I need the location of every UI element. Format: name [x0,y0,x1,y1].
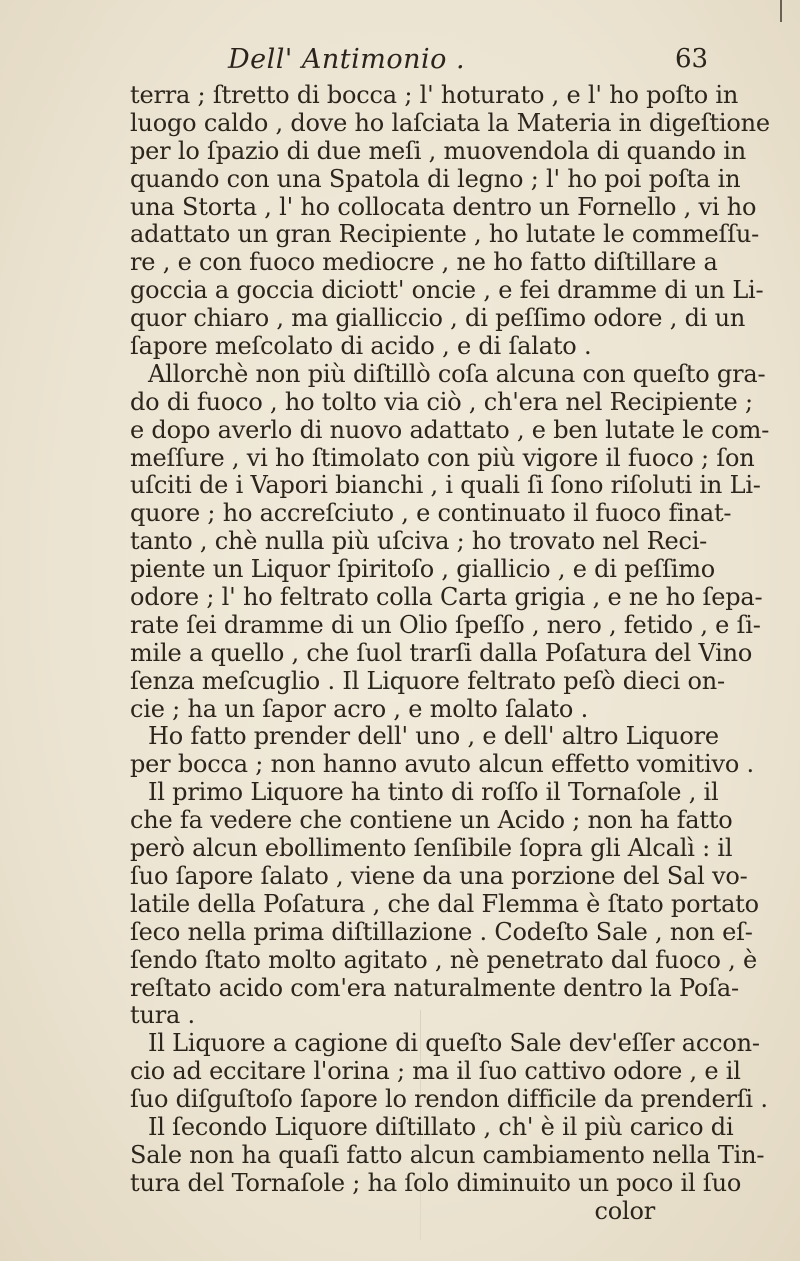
page-header [0,44,800,84]
corner-mark [780,0,782,22]
text-line: tanto , chè nulla più uſciva ; ho trovato nel Reci- [130,527,708,556]
text-line: goccia a goccia diciott' oncie , e fei dramme di un Li- [130,276,764,305]
text-line: piente un Liquor ſpiritoſo , giallicio , e di peſſimo [130,555,716,584]
text-line: una Storta , l' ho collocata dentro un Fornello , vi ho [130,192,757,221]
text-line: Il primo Liquore ha tinto di roſſo il Tornaſole , il [148,778,719,807]
text-line: Il Liquore a cagione di queſto Sale dev'eſſer accon- [148,1029,760,1058]
text-line: cio ad eccitare l'orina ; ma il ſuo cattivo odore , e il [130,1057,741,1086]
text-line: però alcun ebollimento ſenſibile ſopra gli Alcalì : il [130,834,733,863]
text-line: adattato un gran Recipiente , ho lutate le commeſſu- [130,220,760,249]
text-line: rate ſei dramme di un Olio ſpeſſo , nero , fetido , e ſi- [130,610,761,639]
text-line: luogo caldo , dove ho laſciata la Materia in digeſtione [130,108,770,137]
text-line: ſuo diſguſtoſo ſapore lo rendon difficile da prenderſi . [130,1085,768,1114]
text-line: reſtato acido com'era naturalmente dentro la Poſa- [130,973,739,1002]
page-number: 63 [675,44,709,74]
text-line: mile a quello , che ſuol trarſi dalla Poſatura del Vino [130,638,753,667]
text-line: tura del Tornaſole ; ha ſolo diminuito un poco il ſuo [130,1168,742,1197]
text-line: Il ſecondo Liquore diſtillato , ch' è il più carico di [148,1112,734,1141]
text-line: quore ; ho accreſciuto , e continuato il fuoco finat- [130,499,732,528]
text-line: ſapore meſcolato di acido , e di ſalato . [130,332,592,361]
text-line: tura . [130,1001,195,1030]
text-line: quando con una Spatola di legno ; l' ho poi poſta in [130,164,741,193]
text-line: re , e con fuoco mediocre , ne ho fatto diſtillare a [130,248,718,277]
text-line: meſſure , vi ho ſtimolato con più vigore il fuoco ; ſon [130,443,755,472]
text-line: odore ; l' ho feltrato colla Carta grigia , e ne ho ſepa- [130,583,763,612]
text-line: ſenza meſcuglio . Il Liquore feltrato peſò dieci on- [130,666,725,695]
text-line: latile della Poſatura , che dal Flemma è ſtato portato [130,889,759,918]
text-line: do di fuoco , ho tolto via ciò , ch'era nel Recipiente ; [130,387,753,416]
text-line: ſendo ſtato molto agitato , nè penetrato dal fuoco , è [130,945,758,974]
text-line: e dopo averlo di nuovo adattato , e ben lutate le com- [130,415,770,444]
catchword: color [594,1196,655,1225]
running-head: Dell' Antimonio . [228,44,466,75]
text-line: uſciti de i Vapori bianchi , i quali ſi ſono riſoluti in Li- [130,471,761,500]
text-line: che fa vedere che contiene un Acido ; non ha fatto [130,806,733,835]
body-text [110,81,770,1226]
text-line: per lo ſpazio di due meſi , muovendola di quando in [130,136,747,165]
text-line: terra ; ſtretto di bocca ; l' hoturato , e l' ho poſto in [130,81,739,109]
text-line: ſuo ſapore ſalato , viene da una porzione del Sal vo- [130,861,748,890]
text-line: ſeco nella prima diſtillazione . Codeſto Sale , non eſ- [130,917,753,946]
text-line: per bocca ; non hanno avuto alcun effetto vomitivo . [130,750,754,779]
text-line: Allorchè non più diſtillò coſa alcuna con queſto gra- [148,359,766,388]
text-line: cie ; ha un ſapor acro , e molto ſalato . [130,694,589,723]
text-line: Ho fatto prender dell' uno , e dell' altro Liquore [148,722,719,751]
text-line: quor chiaro , ma gialliccio , di peſſimo odore , di un [130,304,746,333]
text-line: Sale non ha quaſi fatto alcun cambiamento nella Tin- [130,1140,765,1169]
